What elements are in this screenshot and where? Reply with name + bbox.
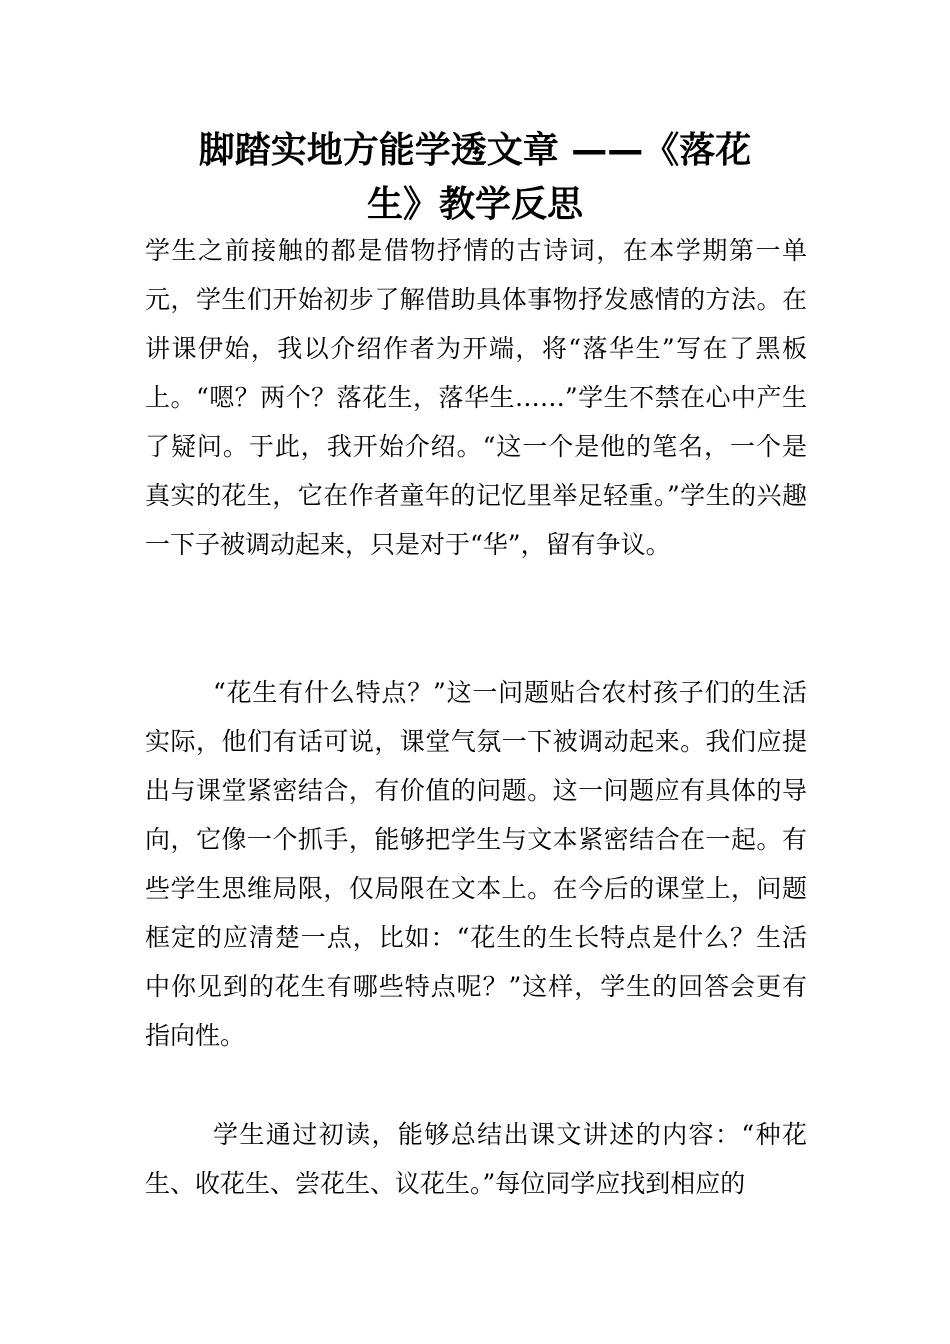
title-line-2: 生》教学反思 [366,184,583,225]
body-paragraph-1: 学生之前接触的都是借物抒情的古诗词，在本学期第一单元，学生们开始初步了解借助具体事物抒发感情的方法。在讲课伊始，我以介绍作者为开端，将“落华生”写在了黑板上。“嗯？两个？落花生，落华生……”学生不禁在心中产生了疑问。于此，我开始介绍。“这一个是他的笔名，一个是真实的花生，它在作者童年的记忆里举足轻重。”学生的兴趣一下子被调动起来，只是对于“华”，留有争议。 [145,236,807,559]
body-paragraph-3: 学生通过初读，能够总结出课文讲述的内容：“种花生、收花生、尝花生、议花生。”每位同学应找到相应的 [145,1120,807,1198]
body-paragraph-2: “花生有什么特点？”这一问题贴合农村孩子们的生活实际，他们有话可说，课堂气氛一下被调动起来。我们应提出与课堂紧密结合，有价值的问题。这一问题应有具体的导向，它像一个抓手，能够把学生与文本紧密结合在一起。有些学生思维局限，仅局限在文本上。在今后的课堂上，问题框定的应清楚一点，比如：“花生的生长特点是什么？生活中你见到的花生有哪些特点呢？”这样，学生的回答会更有指向性。 [145,678,807,1050]
document-title [145,124,805,232]
title-line-1: 脚踏实地方能学透文章 ——《落花 [198,130,752,171]
